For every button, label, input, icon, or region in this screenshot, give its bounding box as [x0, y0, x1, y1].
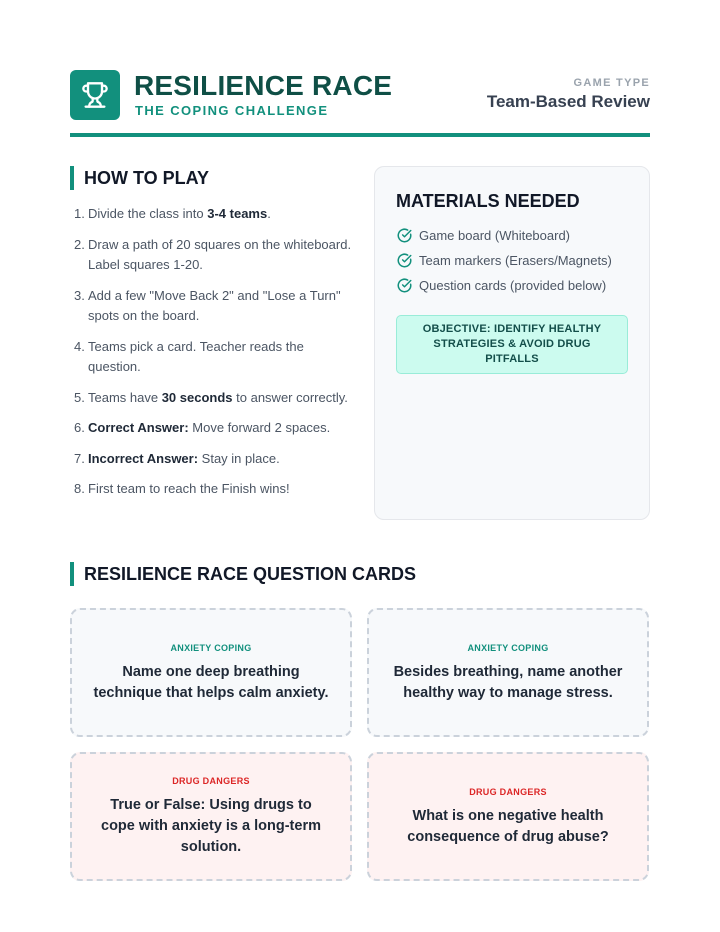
objective-banner: OBJECTIVE: IDENTIFY HEALTHY STRATEGIES & AVOID DRUG PITFALLS — [396, 315, 628, 374]
question-card — [367, 608, 649, 737]
step-emphasis: 3-4 teams — [207, 206, 268, 221]
material-item — [397, 277, 612, 294]
page-header — [70, 70, 650, 126]
step-text: Draw a path of 20 squares on the whiteboard. Label squares 1-20. — [88, 236, 352, 272]
question-card — [367, 752, 649, 881]
question-card — [70, 752, 352, 881]
material-label: Team markers (Erasers/Magnets) — [419, 253, 612, 268]
how-to-play-steps — [72, 204, 352, 510]
step-item — [72, 337, 352, 378]
question-cards-title: RESILIENCE RACE QUESTION CARDS — [70, 562, 416, 586]
step-item — [72, 204, 352, 225]
trophy-icon — [81, 81, 109, 109]
material-item — [397, 252, 612, 269]
page-title: RESILIENCE RACE — [134, 70, 393, 101]
step-item — [72, 235, 352, 276]
question-card — [70, 608, 352, 737]
material-item — [397, 227, 612, 244]
card-question: True or False: Using drugs to cope with anxiety is a long-term solution. — [101, 797, 321, 855]
step-number: 3. — [74, 287, 85, 303]
card-category-tag: DRUG DANGERS — [172, 776, 250, 786]
materials-panel — [374, 166, 650, 520]
game-type-value: Team-Based Review — [486, 92, 650, 111]
check-circle-icon — [397, 253, 412, 268]
materials-title: MATERIALS NEEDED — [396, 191, 580, 211]
step-emphasis: 30 seconds — [161, 389, 233, 405]
material-label: Game board (Whiteboard) — [419, 228, 571, 243]
check-circle-icon — [397, 278, 412, 293]
check-circle-icon — [397, 228, 412, 243]
step-text: Teams pick a card. Teacher reads the question. — [88, 338, 304, 374]
step-text-suffix: Stay in place. — [198, 450, 280, 466]
step-number: 1. — [74, 206, 85, 221]
step-item — [72, 388, 352, 409]
logo-badge — [70, 70, 120, 120]
card-question: Name one deep breathing technique that helps calm anxiety. — [93, 663, 329, 701]
step-item — [72, 449, 352, 470]
how-to-play-title: HOW TO PLAY — [70, 166, 209, 190]
card-question: What is one negative health consequence of drug abuse? — [407, 807, 609, 845]
step-item — [72, 286, 352, 327]
step-text: Divide the class into — [88, 206, 208, 221]
step-text: First team to reach the Finish wins! — [88, 481, 290, 496]
step-text-suffix: . — [267, 206, 271, 221]
card-question: Besides breathing, name another healthy way to manage stress. — [393, 663, 623, 701]
step-number: 6. — [74, 420, 85, 435]
card-category-tag: ANXIETY COPING — [170, 642, 252, 653]
step-text-suffix: to answer correctly. — [232, 389, 348, 405]
card-category-tag: ANXIETY COPING — [467, 642, 549, 653]
step-item — [72, 418, 352, 439]
step-emphasis: Incorrect Answer: — [88, 450, 199, 466]
step-emphasis: Correct Answer: — [88, 420, 189, 435]
step-number: 7. — [74, 450, 85, 466]
materials-list — [397, 227, 612, 302]
step-text-suffix: Move forward 2 spaces. — [188, 420, 331, 435]
page-subtitle: THE COPING CHALLENGE — [135, 103, 329, 118]
step-number: 5. — [74, 389, 85, 405]
game-type-label: GAME TYPE — [573, 77, 650, 89]
material-label: Question cards (provided below) — [419, 278, 607, 293]
step-number: 8. — [74, 481, 85, 496]
step-item — [72, 479, 352, 500]
step-number: 2. — [74, 236, 85, 252]
step-text: Add a few "Move Back 2" and "Lose a Turn" spots on the board. — [88, 287, 341, 323]
step-number: 4. — [74, 338, 85, 354]
step-text: Teams have — [88, 389, 162, 405]
card-category-tag: DRUG DANGERS — [469, 786, 547, 797]
header-divider — [70, 133, 650, 137]
